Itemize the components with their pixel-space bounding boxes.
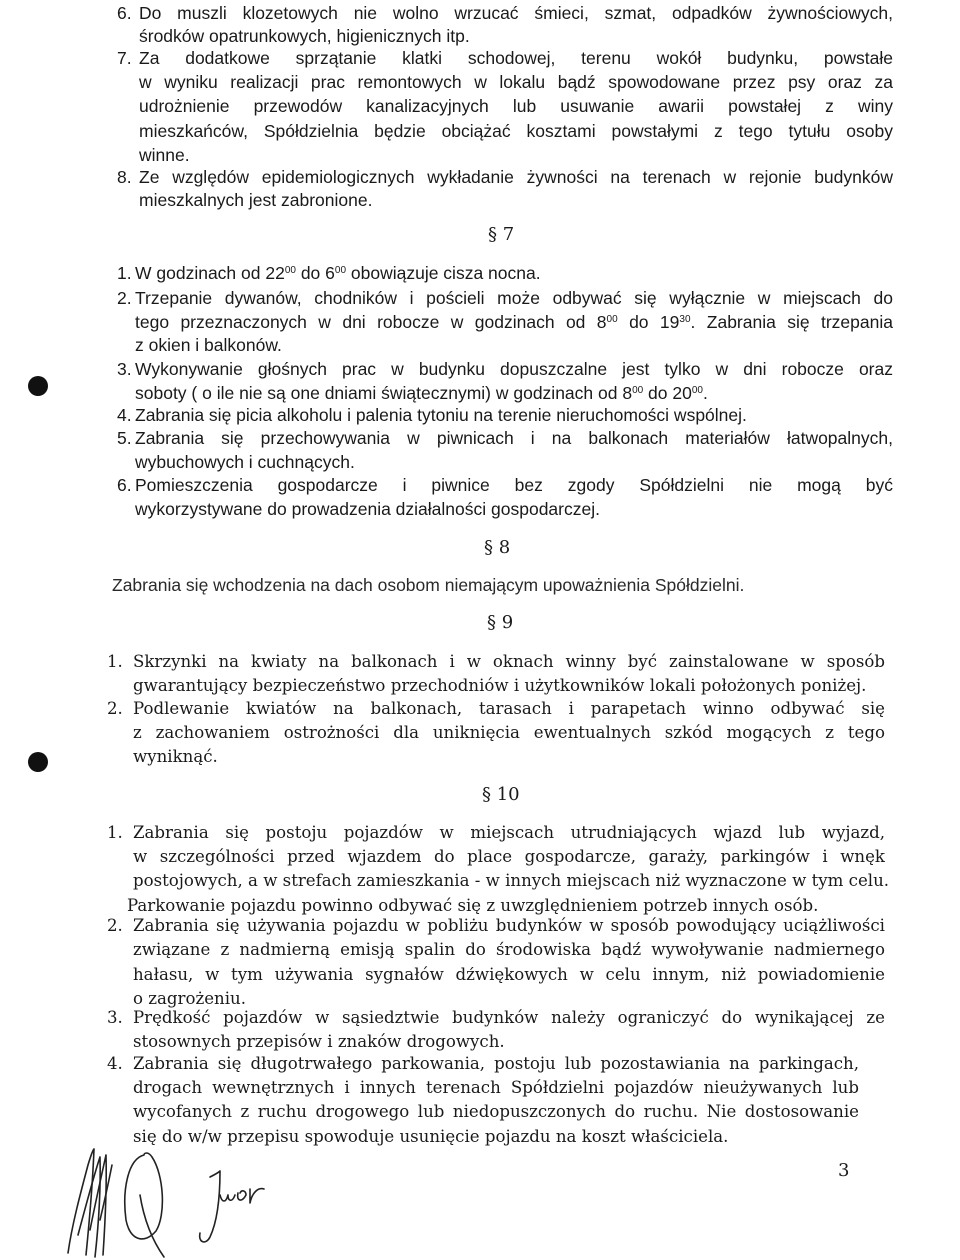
item-number: 2. — [107, 699, 123, 718]
text-line: hałasu, w tym używania sygnałów dźwiękowych w celu innym, niż powiadomienie — [133, 964, 885, 984]
text-line: Trzepanie dywanów, chodników i pościeli może odbywać się wyłącznie w miejscach do — [135, 288, 893, 308]
text-line: wyniknąć. — [133, 747, 218, 766]
item-number: 5. — [117, 428, 132, 448]
text-line: Pomieszczenia gospodarcze i piwnice bez zgody Spółdzielni nie mogą być — [135, 475, 893, 495]
item-number: 2. — [107, 916, 123, 935]
item-number: 4. — [117, 405, 132, 425]
text-line: stosownych przepisów i znaków drogowych. — [133, 1032, 505, 1051]
text-fragment: do 6 — [295, 263, 335, 283]
text-line: mieszkańców, Spółdzielnia będzie obciążać kosztami powstałymi z tego tytułu osoby — [139, 120, 893, 141]
text-line: udrożnienie przewodów kanalizacyjnych lub usuwanie awarii powstałej z winy — [139, 96, 893, 117]
binder-hole-bottom — [28, 752, 48, 772]
item-number: 1. — [117, 263, 132, 283]
text-line: mieszkalnych jest zabronione. — [139, 190, 373, 210]
item-number: 1. — [107, 652, 123, 671]
text-fragment: W godzinach od 22 — [135, 263, 285, 283]
handwritten-initials — [60, 1135, 320, 1260]
item-number: 4. — [107, 1054, 123, 1073]
item-number: 6. — [117, 3, 132, 23]
text-line: tego przeznaczonych w dni robocze w godzinach od $8^{00}$ do $19^{30}$. Zabrania się trzepania — [135, 311, 893, 332]
text-line: Zabrania się długotrwałego parkowania, postoju lub pozostawiania na parkingach, — [133, 1054, 859, 1073]
rule-8-text: Zabrania się wchodzenia na dach osobom niemającym upoważnienia Spółdzielni. — [112, 575, 745, 595]
text-line: Za dodatkowe sprzątanie klatki schodowej, terenu wokół budynku, powstałe — [139, 48, 893, 68]
text-line: się do w/w przepisu spowoduje usunięcie pojazdu na koszt właściciela. — [133, 1126, 729, 1146]
text-line: Wykonywanie głośnych prac w budynku dopuszczalne jest tylko w dni robocze oraz — [135, 359, 893, 379]
section-heading-10: § 10 — [482, 784, 520, 805]
page-number: 3 — [838, 1160, 850, 1181]
text-line: winne. — [139, 144, 190, 165]
text-line: z okien i balkonów. — [135, 335, 282, 355]
text-line: Ze względów epidemiologicznych wykładanie żywności na terenach w rejonie budynków — [139, 167, 893, 187]
text-line: środków opatrunkowych, higienicznych itp. — [139, 26, 470, 46]
item-number: 6. — [117, 475, 132, 495]
text-line: Prędkość pojazdów w sąsiedztwie budynków należy ograniczyć do wynikającej ze — [133, 1008, 885, 1027]
text-line: soboty ( o ile nie są one dniami świątecznymi) w godzinach od $8^{00}$ do $20^{00}$. — [135, 382, 708, 403]
text-line: w szczególności przed wjazdem do place gospodarcze, garaży, parkingów i wnęk — [133, 847, 885, 867]
text-line: gwarantujący bezpieczeństwo przechodniów i użytkowników lokali położonych poniżej. — [133, 676, 867, 695]
text-line: z zachowaniem ostrożności dla uniknięcia ewentualnych szkód mogących z tego — [133, 723, 885, 742]
text-line: wykorzystywane do prowadzenia działalności gospodarczej. — [135, 498, 600, 519]
item-number: 1. — [107, 823, 123, 842]
text-line: Skrzynki na kwiaty na balkonach i w oknach winny być zainstalowane w sposób — [133, 652, 885, 671]
text-line: Zabrania się picia alkoholu i palenia tytoniu na terenie nieruchomości wspólnej. — [135, 405, 747, 425]
item-number: 3. — [107, 1008, 123, 1027]
item-number: 2. — [117, 288, 132, 308]
text-line: Do muszli klozetowych nie wolno wrzucać śmieci, szmat, odpadków żywnościowych, — [139, 3, 893, 23]
text-line: wycofanych z ruchu drogowego lub niedopuszczonych do ruchu. Nie dostosowanie — [133, 1102, 859, 1122]
superscript: 00 — [334, 265, 347, 276]
item-number: 8. — [117, 167, 132, 187]
text-line: Parkowanie pojazdu powinno odbywać się z uwzględnieniem potrzeb innych osób. — [127, 895, 819, 915]
item-number: 7. — [117, 48, 132, 68]
text-line: Zabrania się postoju pojazdów w miejscach utrudniających wjazd lub wyjazd, — [133, 823, 885, 842]
text-line: wybuchowych i cuchnących. — [135, 451, 355, 472]
superscript: 00 — [284, 265, 296, 276]
text-line: Zabrania się używania pojazdu w pobliżu budynków w sposób powodujący uciążliwości — [133, 916, 885, 935]
text-line: drogach wewnętrznych i innych terenach Spółdzielni pojazdów nieużywanych lub — [133, 1078, 859, 1098]
text-line: związane z nadmierną emisją spalin do środowiska bądź wywoływanie nadmiernego — [133, 940, 885, 960]
item-number: 3. — [117, 359, 132, 379]
text-line: Podlewanie kwiatów na balkonach, tarasach i parapetach winno odbywać się — [133, 699, 885, 718]
text-line: o zagrożeniu. — [133, 988, 246, 1008]
binder-hole-top — [28, 376, 48, 396]
text-line: Zabrania się przechowywania w piwnicach i na balkonach materiałów łatwopalnych, — [135, 428, 893, 448]
text-fragment: obowiązuje cisza nocna. — [346, 263, 541, 283]
text-line: postojowych, a w strefach zamieszkania - w innych miejscach niż wyznaczone w tym celu. — [133, 871, 890, 891]
section-heading-9: § 9 — [487, 612, 514, 633]
section-heading-8: § 8 — [484, 537, 511, 558]
section-heading-7: § 7 — [488, 224, 515, 245]
text-line: w wyniku realizacji prac remontowych w lokalu bądź spowodowane przez psy oraz za — [139, 72, 893, 93]
